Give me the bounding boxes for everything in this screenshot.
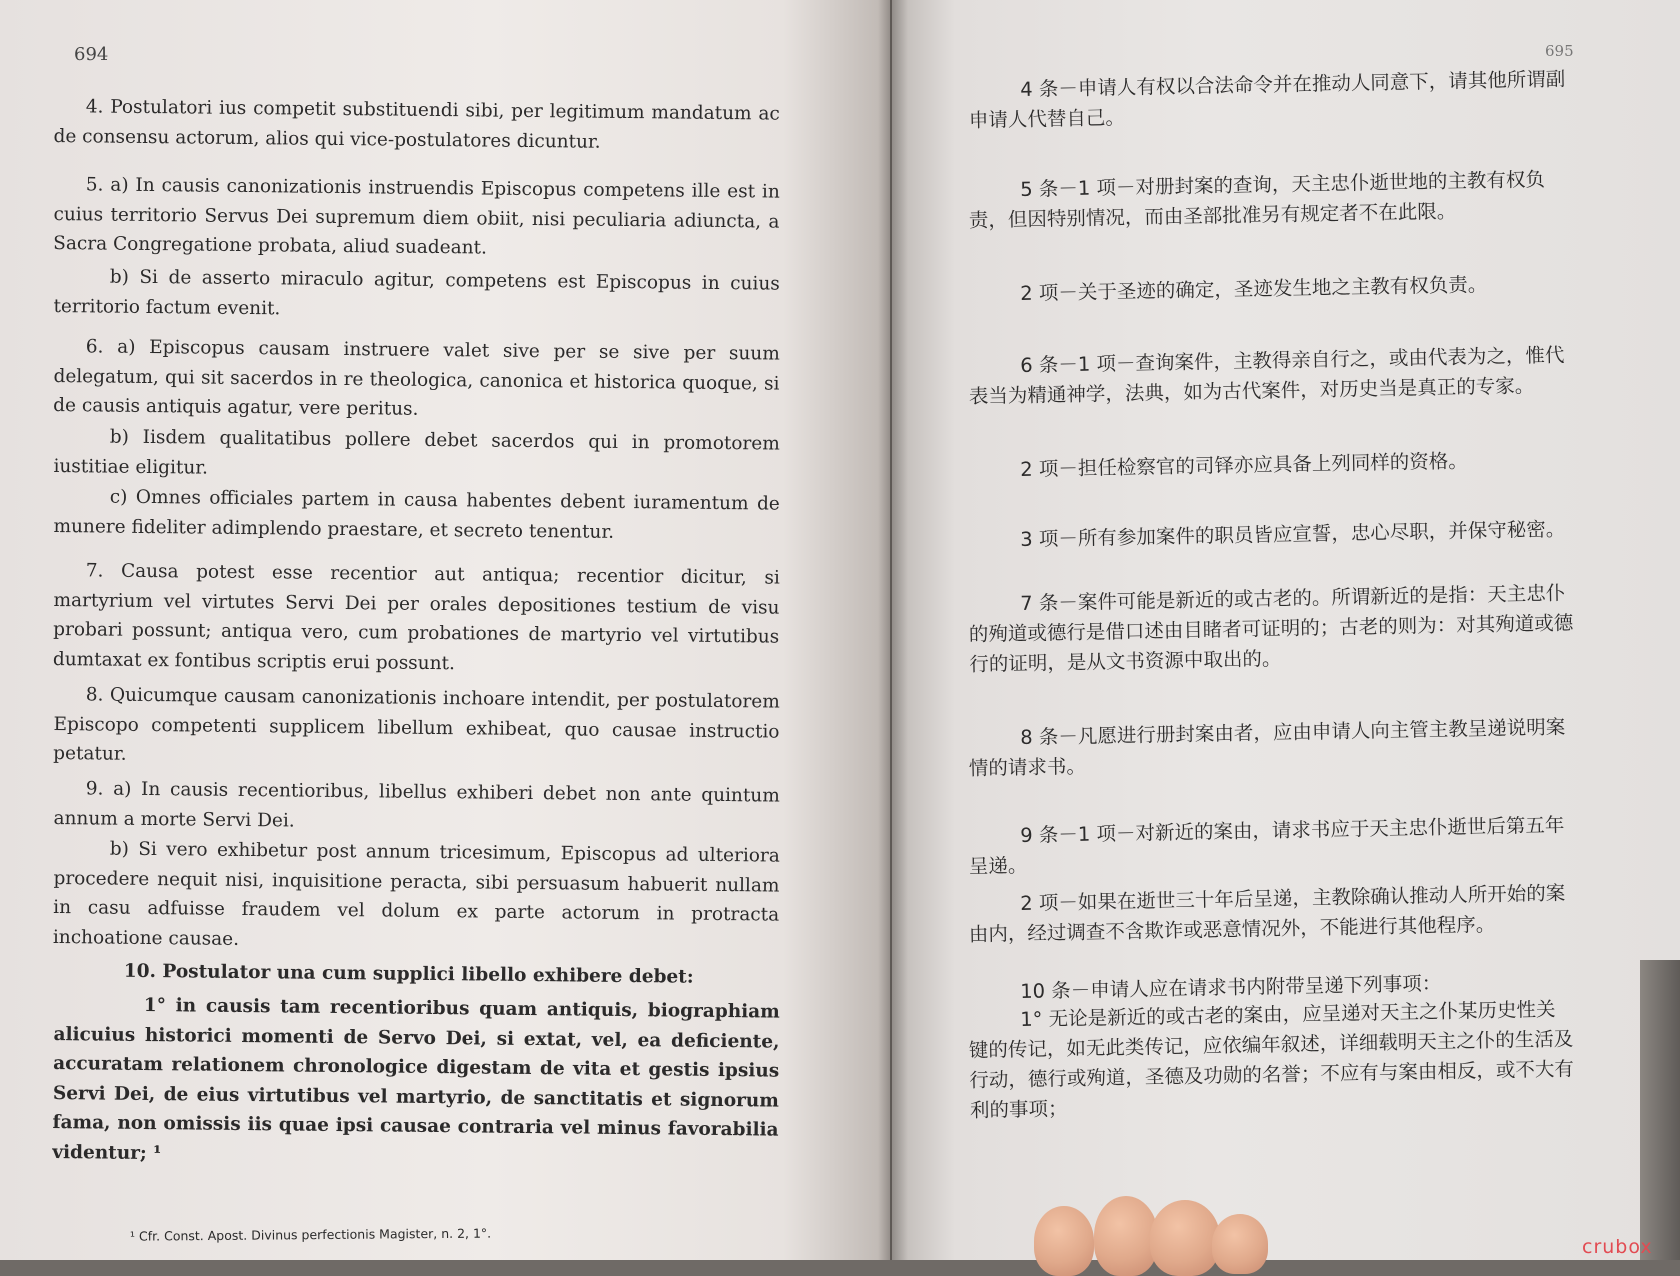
chinese-text: 9 条－1 项－对新近的案由，请求书应于天主忠仆逝世后第五年呈递。 <box>968 813 1565 878</box>
latin-paragraph-5a <box>53 170 780 266</box>
latin-paragraph-7 <box>53 556 780 682</box>
latin-text: 5. a) In causis canonizationis instruendis Episcopus competens ille est in cuius territorio Servus Dei supremum diem obiit, nisi peculiaria adiuncta, a Sacra Congregatione probata, aliud suadeant. <box>53 174 780 259</box>
book-gutter-shadow <box>878 0 908 1260</box>
latin-text: 4. Postulatori ius competit substituendi sibi, per legitimum mandatum ac de consensu actorum, alios qui vice-postulatores dicuntur. <box>53 96 780 153</box>
chinese-text: 2 项－关于圣迹的确定，圣迹发生地之主教有权负责。 <box>1020 273 1488 305</box>
finger-tip <box>1150 1200 1220 1276</box>
latin-paragraph-10-1 <box>52 990 780 1175</box>
latin-text: 6. a) Episcopus causam instruere valet sive per se sive per suum delegatum, qui sit sacerdos in re theologica, canonica et historica quoque, si de causis antiquis agatur, vere peritus. <box>53 336 780 420</box>
chinese-article-8 <box>968 712 1575 784</box>
latin-paragraph-4 <box>53 92 780 159</box>
chinese-article-9-1 <box>968 810 1575 882</box>
chinese-text: 5 条－1 项－对册封案的查询，天主忠仆逝世地的主教有权负责，但因特别情况，而由圣部批准另有规定者不在此限。 <box>968 167 1546 232</box>
latin-paragraph-9a <box>53 774 780 841</box>
chinese-article-7 <box>968 578 1576 680</box>
book-cover-edge <box>1640 960 1680 1260</box>
latin-text: b) Si de asserto miraculo agitur, competens est Episcopus in cuius territorio factum evenit. <box>53 266 780 319</box>
chinese-text: 1° 无论是新近的或古老的案由，应呈递对天主之仆某历史性关键的传记，如无此类传记，应依编年叙述，详细载明天主之仆的生活及行动，德行或殉道，圣德及功勋的名誉；不应有与案由相反，或不大有利的事项； <box>968 997 1575 1122</box>
latin-paragraph-5b <box>53 262 780 329</box>
footnote: ¹ Cfr. Const. Apost. Divinus perfectionis Magister, n. 2, 1°. <box>129 1225 492 1244</box>
latin-text: 9. a) In causis recentioribus, libellus exhiberi debet non ante quintum annum a morte Servi Dei. <box>53 778 780 832</box>
page-number-right: 695 <box>1545 42 1574 60</box>
latin-text: b) Si vero exhibetur post annum tricesimum, Episcopus ad ulteriora procedere nequit nisi, inquisitione peracta, sibi persuasum habuerit nullam in casu adfuisse fraudem vel dolum ex parte actorum in protracta inchoatione causae. <box>52 838 780 950</box>
latin-paragraph-10 <box>54 956 780 993</box>
chinese-text: 7 条－案件可能是新近的或古老的。所谓新近的是指：天主忠仆的殉道或德行是借口述由目睹者可证明的；古老的则为：对其殉道或德行的证明，是从文书资源中取出的。 <box>968 581 1574 676</box>
watermark: crubox <box>1582 1236 1653 1258</box>
latin-text: 7. Causa potest esse recentior aut antiqua; recentior dicitur, si martyrium vel virtutes Servi Dei per orales depositiones testium de visu probari possunt; antiqua vero, cum probationes de martyrio vel virtutibus dumtaxat ex fontibus scriptis erui possunt. <box>52 560 780 674</box>
chinese-text: 4 条－申请人有权以合法命令并在推动人同意下，请其他所谓副申请人代替自己。 <box>968 67 1566 132</box>
finger-tip <box>1034 1206 1094 1276</box>
finger-tip <box>1212 1214 1268 1274</box>
chinese-text: 2 项－如果在逝世三十年后呈递，主教除确认推动人所开始的案由内，经过调查不含欺诈或恶意情况外，不能进行其他程序。 <box>968 881 1566 946</box>
chinese-text: 6 条－1 项－查询案件，主教得亲自行之，或由代表为之，惟代表当为精通神学，法典，如为古代案件，对历史当是真正的专家。 <box>968 343 1565 408</box>
chinese-article-5-1 <box>968 164 1575 236</box>
latin-text: 10. Postulator una cum supplici libello exhibere debet: <box>123 960 694 988</box>
chinese-text: 10 条－申请人应在请求书内附带呈递下列事项： <box>1020 971 1442 1003</box>
chinese-text: 8 条－凡愿进行册封案由者，应由申请人向主管主教呈递说明案情的请求书。 <box>968 715 1566 780</box>
latin-paragraph-8 <box>53 680 780 776</box>
finger-tip <box>1094 1196 1158 1276</box>
chinese-text: 2 项－担任检察官的司铎亦应具备上列同样的资格。 <box>1020 449 1469 481</box>
chinese-article-4 <box>968 64 1575 136</box>
latin-paragraph-6c <box>53 482 780 549</box>
chinese-article-9-2 <box>968 878 1575 950</box>
latin-paragraph-6b <box>53 422 780 489</box>
latin-text: b) Iisdem qualitatibus pollere debet sacerdos qui in promotorem iustitiae eligitur. <box>53 426 780 479</box>
page-number-left: 694 <box>74 44 109 65</box>
chinese-article-6-1 <box>968 340 1575 412</box>
chinese-text: 3 项－所有参加案件的职员皆应宣誓，忠心尽职，并保守秘密。 <box>1020 517 1566 551</box>
chinese-article-10-1 <box>968 994 1576 1126</box>
latin-paragraph-6a <box>53 332 780 428</box>
latin-text: 8. Quicumque causam canonizationis inchoare intendit, per postulatorem Episcopo competenti supplicem libellum exhibeat, quo causae instructio petatur. <box>53 684 780 765</box>
latin-text: 1° in causis tam recentioribus quam antiquis, biographiam alicuius historici momenti de Servo Dei, si extat, vel, ea deficiente, accuratam relationem chronologice digestam de vita et gestis ipsius Servi Dei, de eius virtutibus vel martyrio, de sanctitatis et signorum fama, non omissis iis quae ipsi causae contraria vel minus favorabilia videntur; ¹ <box>52 994 780 1164</box>
latin-text: c) Omnes officiales partem in causa habentes debent iuramentum de munere fideliter adimplendo praestare, et secreto tenentur. <box>53 486 780 543</box>
latin-paragraph-9b <box>53 834 780 960</box>
